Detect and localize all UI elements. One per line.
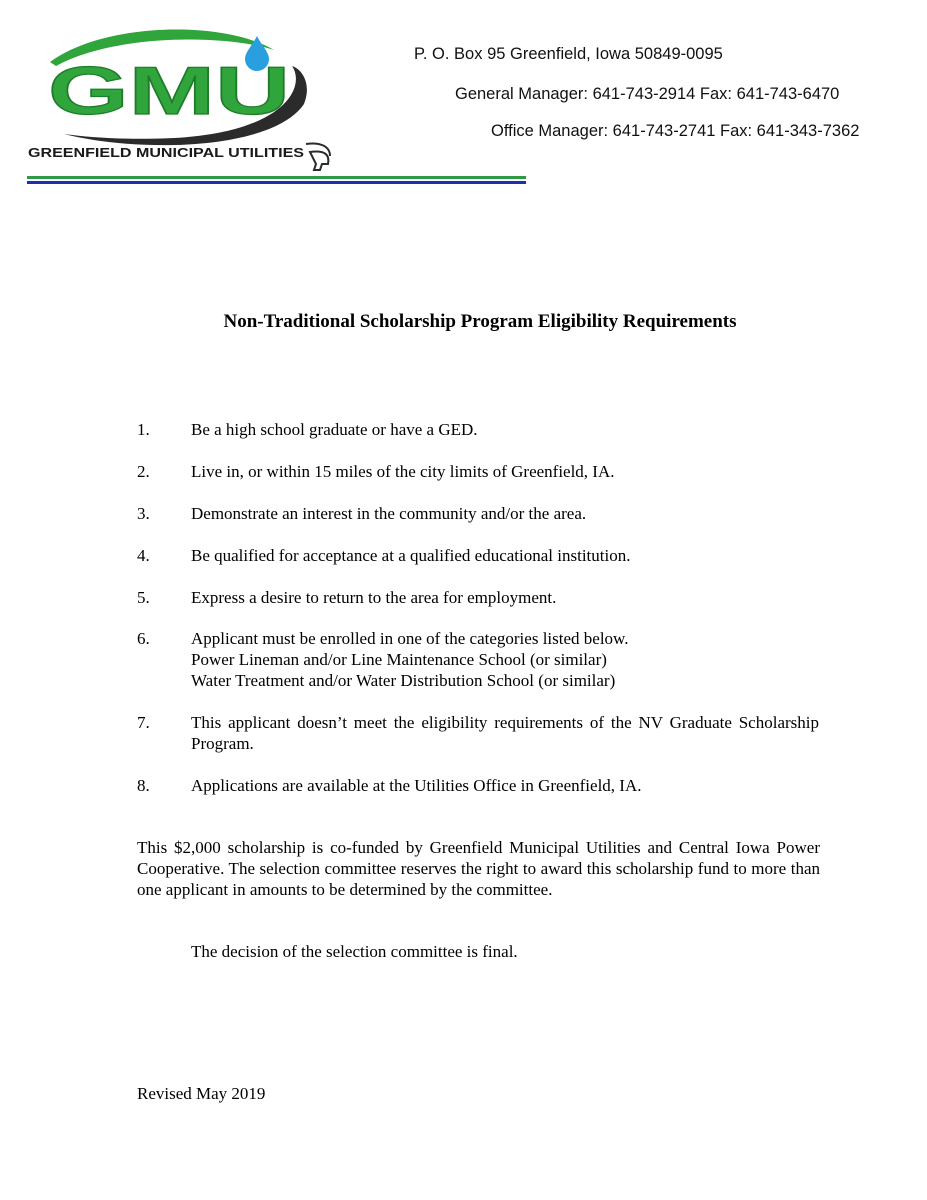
requirement-number: 4. [137,546,150,565]
gmu-logo [24,24,344,179]
contact-general-manager: General Manager: 641-743-2914 Fax: 641-743-6470 [455,85,840,103]
requirement-number: 8. [137,776,150,795]
requirement-text: Applications are available at the Utilities Office in Greenfield, IA. [191,776,642,795]
requirement-category-power-lineman: Power Lineman and/or Line Maintenance School (or similar) [191,650,607,669]
requirement-number: 7. [137,713,150,732]
requirement-text: Demonstrate an interest in the community and/or the area. [191,504,587,523]
decision-note: The decision of the selection committee is final. [191,942,518,961]
revised-note: Revised May 2019 [137,1084,266,1103]
logo-organization-name: GREENFIELD MUNICIPAL UTILITIES [28,146,304,160]
requirement-item [137,712,819,754]
requirement-item [137,628,819,691]
requirement-item [137,461,819,482]
contact-office-manager: Office Manager: 641-743-2741 Fax: 641-343-7362 [491,122,860,140]
requirement-text: Applicant must be enrolled in one of the categories listed below. [191,629,629,648]
requirement-text: Express a desire to return to the area for employment. [191,588,557,607]
requirement-text: Be qualified for acceptance at a qualified educational institution. [191,546,631,565]
letterhead-rule-green [27,176,526,179]
requirement-number: 6. [137,629,150,648]
requirement-category-water-treatment: Water Treatment and/or Water Distribution School (or similar) [191,671,616,690]
requirement-item [137,775,819,796]
requirement-item [137,587,819,608]
requirement-text: Live in, or within 15 miles of the city limits of Greenfield, IA. [191,462,615,481]
letterhead-rule-blue [27,181,526,184]
requirement-text: Be a high school graduate or have a GED. [191,420,478,439]
requirement-item [137,503,819,524]
contact-address: P. O. Box 95 Greenfield, Iowa 50849-0095 [414,45,723,63]
requirement-item [137,419,819,440]
requirement-number: 5. [137,588,150,607]
requirement-number: 3. [137,504,150,523]
requirement-number: 1. [137,420,150,439]
funding-paragraph: This $2,000 scholarship is co-funded by Greenfield Municipal Utilities and Central Iowa Power Cooperative. The selection committee reserves the right to award this scholarship fund to more than one applicant in amounts to be determined by the committee. [137,838,820,899]
requirement-number: 2. [137,462,150,481]
logo-letters: GMU [48,53,290,129]
requirement-item [137,545,819,566]
power-plug-icon [310,152,328,171]
requirement-text: This applicant doesn’t meet the eligibility requirements of the NV Graduate Scholarship Program. [191,713,819,753]
document-title: Non-Traditional Scholarship Program Eligibility Requirements [223,311,737,332]
